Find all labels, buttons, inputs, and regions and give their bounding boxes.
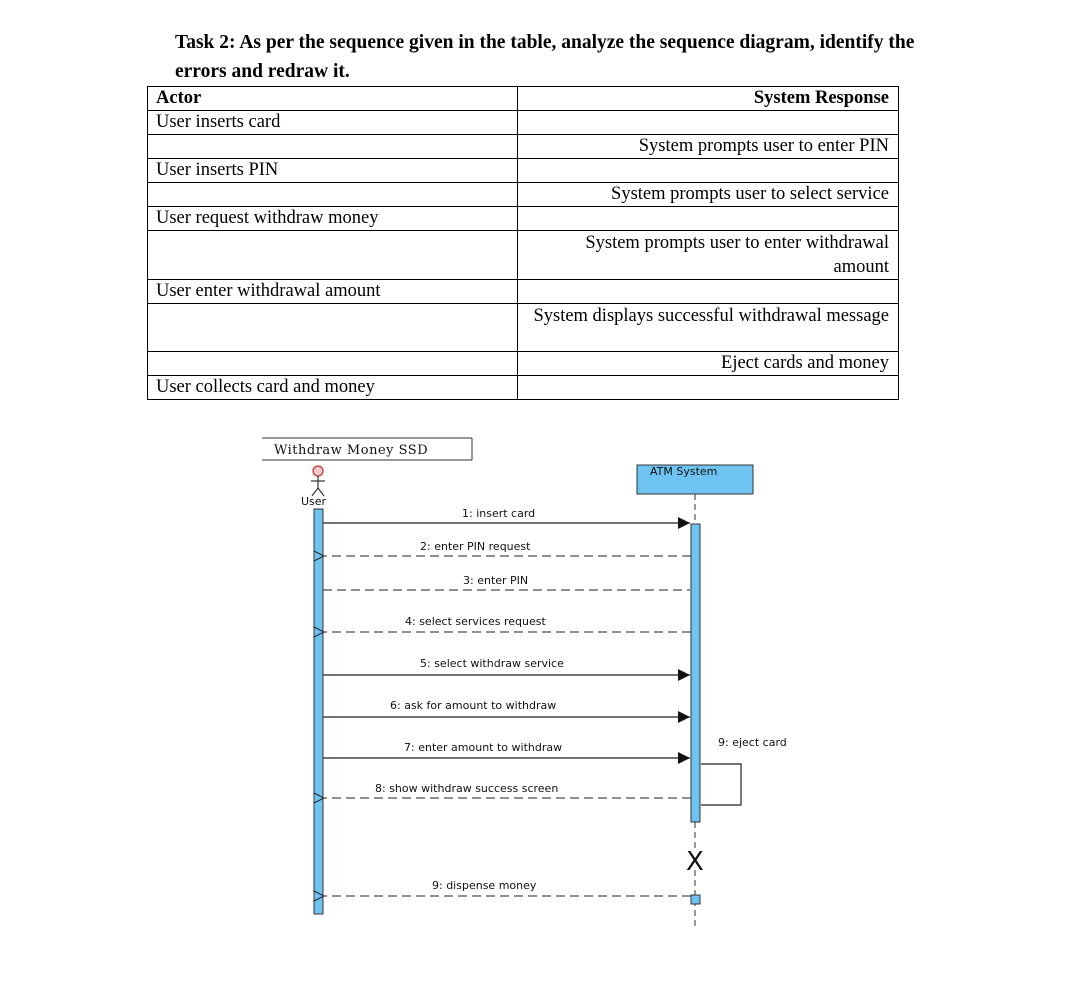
message-9-dispense-money (324, 879, 691, 896)
header-actor: Actor (148, 87, 518, 111)
task-line-1: Task 2: As per the sequence given in the table, analyze the sequence diagram, identify the (175, 32, 915, 53)
header-system-response: System Response (518, 87, 899, 111)
system-label: ATM System (650, 465, 718, 478)
actor-cell: User inserts card (148, 111, 518, 135)
task-line-2: errors and redraw it. (175, 61, 350, 82)
user-actor-icon (311, 466, 325, 496)
message-label: 1: insert card (462, 507, 536, 520)
system-cell: System prompts user to enter PIN (518, 135, 899, 159)
message-3 (323, 574, 690, 590)
message-label: 9: eject card (718, 736, 787, 749)
message-label: 6: ask for amount to withdraw (390, 699, 557, 712)
message-label: 4: select services request (405, 615, 546, 628)
message-1 (323, 507, 690, 523)
actor-cell: User collects card and money (148, 376, 518, 400)
message-9-eject-card (701, 736, 787, 805)
system-cell: System prompts user to select service (518, 183, 899, 207)
system-cell: System displays successful withdrawal message (518, 304, 899, 352)
user-activation-bar (314, 509, 323, 914)
actor-cell: User request withdraw money (148, 207, 518, 231)
message-5 (323, 657, 690, 675)
actor-cell: User enter withdrawal amount (148, 280, 518, 304)
system-small-activation (691, 895, 700, 904)
message-label: 3: enter PIN (463, 574, 529, 587)
diagram-frame (262, 438, 472, 460)
destroy-mark: X (686, 847, 704, 877)
system-cell: System prompts user to enter withdrawal amount (518, 231, 899, 280)
system-cell: Eject cards and money (518, 352, 899, 376)
message-label: 7: enter amount to withdraw (404, 741, 563, 754)
system-activation-bar (691, 524, 700, 822)
message-label: 8: show withdraw success screen (375, 782, 559, 795)
actor-cell: User inserts PIN (148, 159, 518, 183)
message-4 (324, 615, 691, 632)
message-7 (323, 741, 690, 758)
message-label: 9: dispense money (432, 879, 537, 892)
message-label: 2: enter PIN request (420, 540, 531, 553)
actor-label: User (301, 495, 327, 508)
message-6 (323, 699, 690, 717)
message-8 (324, 782, 691, 798)
self-message-loop (701, 764, 741, 805)
frame-title: Withdraw Money SSD (274, 443, 429, 458)
message-label: 5: select withdraw service (420, 657, 564, 670)
message-2 (324, 540, 691, 556)
